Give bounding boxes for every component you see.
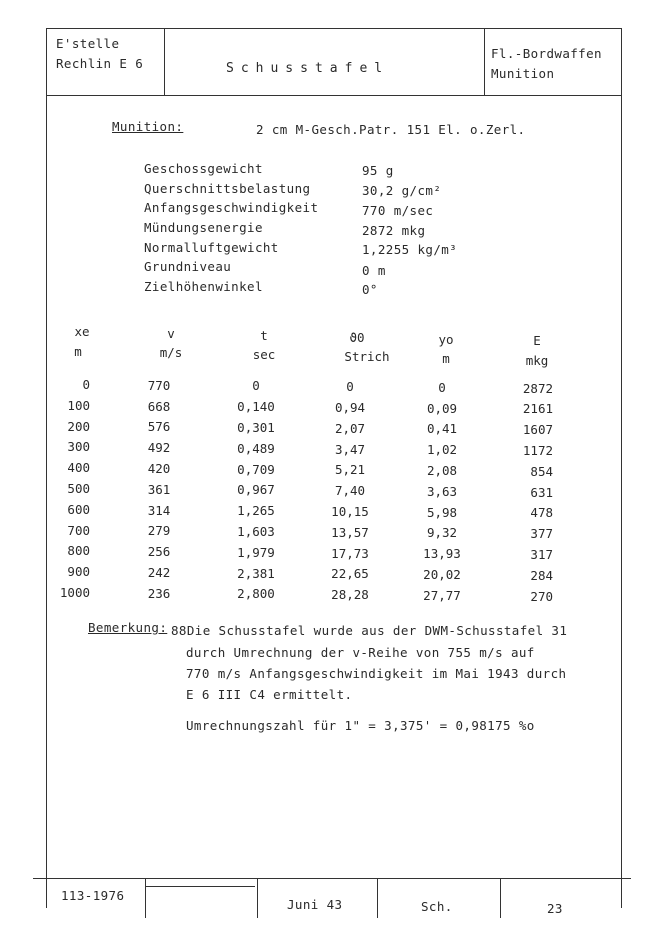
footer-top-line xyxy=(33,878,631,879)
table-cell: 854 xyxy=(530,463,553,479)
table-cell: 2,800 xyxy=(237,586,275,602)
table-cell: 279 xyxy=(147,523,171,539)
table-cell: 800 xyxy=(67,543,90,559)
footer-inner-line xyxy=(145,886,255,887)
table-header-sym: yo xyxy=(438,332,454,347)
header-title: Schusstafel xyxy=(226,61,390,76)
table-header-sym: E xyxy=(533,333,541,348)
table-cell: 17,73 xyxy=(331,545,369,561)
param-label: Normalluftgewicht xyxy=(144,240,279,255)
table-cell: 576 xyxy=(147,419,171,435)
header-bottom-line xyxy=(46,95,622,96)
table-header-unit: mkg xyxy=(525,353,549,368)
table-cell: 0,489 xyxy=(237,440,275,456)
table-cell: 631 xyxy=(530,484,553,500)
table-cell: 20,02 xyxy=(423,567,461,582)
table-cell: 7,40 xyxy=(334,483,366,499)
table-cell: 2161 xyxy=(522,401,553,417)
param-value: 0° xyxy=(362,282,378,297)
table-cell: 236 xyxy=(147,585,171,601)
table-header-unit: m xyxy=(74,344,82,359)
table-cell: 0 xyxy=(252,378,260,394)
remark-line: durch Umrechnung der v-Reihe von 755 m/s auf xyxy=(186,645,535,660)
table-cell: 5,98 xyxy=(426,504,458,520)
remark-line: 88Die Schusstafel wurde aus der DWM-Schusstafel 31 xyxy=(171,623,568,638)
param-label: Zielhöhenwinkel xyxy=(144,279,263,294)
table-cell: 314 xyxy=(147,502,171,518)
footer-number: 113-1976 xyxy=(61,888,125,903)
table-cell: 1,265 xyxy=(237,503,275,519)
table-cell: 1607 xyxy=(522,422,553,438)
param-label: Anfangsgeschwindigkeit xyxy=(144,200,319,215)
table-cell: 1,979 xyxy=(237,544,275,560)
table-cell: 377 xyxy=(530,526,553,542)
table-cell: 2,08 xyxy=(426,463,458,478)
munition-value: 2 cm M-Gesch.Patr. 151 El. o.Zerl. xyxy=(256,122,526,137)
table-cell: 0,41 xyxy=(426,421,458,437)
param-label: Grundniveau xyxy=(144,259,232,274)
table-cell: 500 xyxy=(67,481,90,496)
table-cell: 0 xyxy=(346,379,354,395)
table-header-unit: sec xyxy=(252,347,276,362)
param-value: 770 m/sec xyxy=(362,203,434,218)
header-stelle-line1: E'stelle xyxy=(56,36,120,51)
remark-line: E 6 III C4 ermittelt. xyxy=(186,687,353,702)
table-cell: 0,09 xyxy=(426,400,458,416)
footer-date: Juni 43 xyxy=(287,897,343,912)
table-cell: 200 xyxy=(67,418,90,434)
table-cell: 28,28 xyxy=(331,587,369,603)
table-cell: 22,65 xyxy=(331,566,369,582)
table-cell: 100 xyxy=(67,397,90,413)
munition-label: Munition: xyxy=(112,119,184,134)
param-value: 0 m xyxy=(362,263,386,278)
table-cell: 0,967 xyxy=(237,482,275,498)
footer-sheet-label: Sch. xyxy=(421,899,453,914)
table-cell: 770 xyxy=(147,377,171,393)
table-cell: 13,57 xyxy=(331,524,369,540)
table-cell: 668 xyxy=(147,398,171,414)
param-value: 95 g xyxy=(362,163,394,178)
table-header-sym: xe xyxy=(74,324,90,339)
table-cell: 0,709 xyxy=(237,461,275,477)
table-header-sym: ϑ0 xyxy=(349,330,365,345)
table-cell: 2,07 xyxy=(334,420,366,436)
footer-divider xyxy=(500,878,501,918)
param-value: 1,2255 kg/m³ xyxy=(362,242,458,257)
table-cell: 600 xyxy=(67,501,90,517)
table-cell: 3,63 xyxy=(426,483,458,499)
table-cell: 5,21 xyxy=(334,462,366,478)
remark-conversion: Umrechnungszahl für 1" = 3,375' = 0,98175 %o xyxy=(186,718,535,733)
table-cell: 0,140 xyxy=(237,399,275,415)
table-cell: 1,603 xyxy=(237,524,275,539)
header-right-line2: Munition xyxy=(491,66,555,81)
table-cell: 0 xyxy=(82,377,90,392)
table-header-sym: t xyxy=(260,328,268,343)
header-divider-left xyxy=(164,28,165,95)
table-cell: 9,32 xyxy=(426,525,458,541)
param-label: Mündungsenergie xyxy=(144,220,263,235)
table-cell: 256 xyxy=(147,544,171,560)
table-cell: 2,381 xyxy=(237,565,275,581)
table-cell: 1,02 xyxy=(426,442,458,458)
table-cell: 400 xyxy=(67,460,90,476)
table-cell: 1000 xyxy=(59,585,90,600)
table-cell: 420 xyxy=(147,460,171,476)
frame-right-line xyxy=(621,28,622,908)
param-value: 30,2 g/cm² xyxy=(362,183,442,198)
remark-label: Bemerkung: xyxy=(88,620,168,635)
table-header-unit: Strich xyxy=(344,349,390,364)
table-cell: 492 xyxy=(147,440,171,456)
footer-divider xyxy=(145,878,146,918)
table-cell: 1172 xyxy=(522,442,553,458)
footer-divider xyxy=(257,878,258,918)
table-cell: 270 xyxy=(530,588,553,604)
table-cell: 284 xyxy=(530,567,553,583)
table-header-unit: m xyxy=(442,351,450,366)
header-divider-right xyxy=(484,28,485,95)
remark-line: 770 m/s Anfangsgeschwindigkeit im Mai 1943 durch xyxy=(186,666,567,681)
table-cell: 0 xyxy=(438,379,446,395)
table-cell: 3,47 xyxy=(334,441,366,457)
table-header-unit: m/s xyxy=(159,345,183,360)
table-cell: 27,77 xyxy=(423,587,461,603)
header-stelle-line2: Rechlin E 6 xyxy=(56,56,144,71)
table-cell: 242 xyxy=(147,564,171,580)
frame-top-line xyxy=(46,28,622,29)
footer-page: 23 xyxy=(547,901,563,916)
table-cell: 478 xyxy=(530,505,553,521)
table-cell: 2872 xyxy=(522,380,553,396)
param-label: Querschnittsbelastung xyxy=(144,181,311,196)
table-cell: 317 xyxy=(530,546,553,562)
table-cell: 361 xyxy=(147,481,171,497)
table-header-sym: v xyxy=(167,326,175,341)
footer-divider xyxy=(377,878,378,918)
table-cell: 0,94 xyxy=(334,399,366,415)
header-right-line1: Fl.-Bordwaffen xyxy=(491,46,602,61)
table-cell: 900 xyxy=(67,564,90,580)
table-cell: 10,15 xyxy=(331,503,369,519)
table-cell: 700 xyxy=(67,522,90,538)
table-cell: 0,301 xyxy=(237,420,275,435)
table-cell: 13,93 xyxy=(423,546,461,562)
param-label: Geschossgewicht xyxy=(144,161,263,176)
table-cell: 300 xyxy=(67,439,90,455)
param-value: 2872 mkg xyxy=(362,223,426,238)
